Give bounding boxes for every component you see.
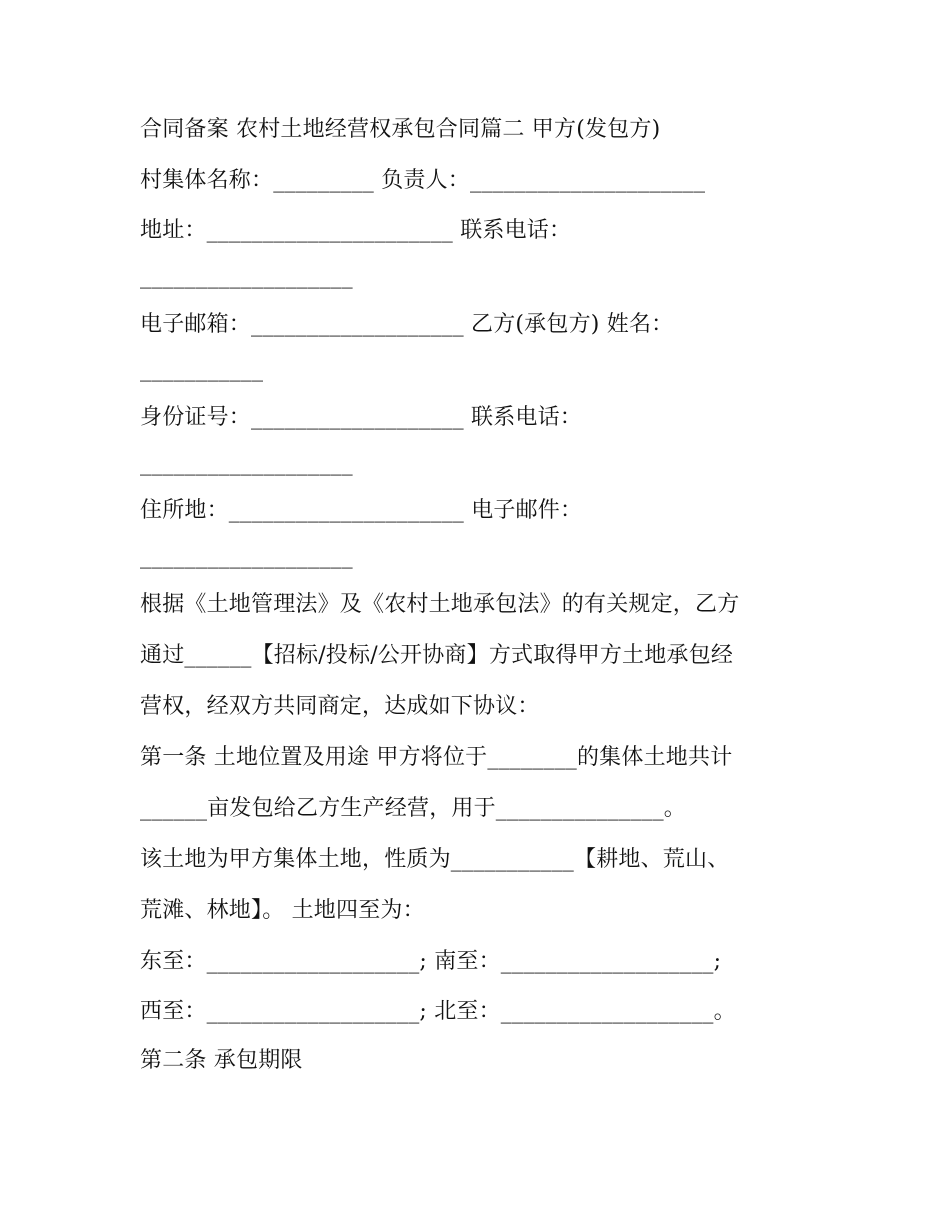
article-two-heading: 第二条 承包期限 xyxy=(140,1048,303,1073)
email-line: 电子邮箱：___________________ 乙方(承包方) 姓名： xyxy=(140,312,674,337)
id-number-line: 身份证号：___________________ 联系电话： xyxy=(140,405,582,430)
paragraph-line: 荒滩、林地】。 土地四至为： xyxy=(140,898,425,923)
boundary-line-west-north: 西至：___________________; 北至：___________________。 xyxy=(140,999,736,1024)
address-line: 地址：______________________ 联系电话： xyxy=(140,218,572,243)
paragraph-line: 该土地为甲方集体土地，性质为___________【耕地、荒山、 xyxy=(140,847,730,872)
title-line: 合同备案 农村土地经营权承包合同篇二 甲方(发包方) xyxy=(140,117,661,142)
paragraph-line: 营权，经双方共同商定，达成如下协议： xyxy=(140,694,540,719)
boundary-line-east-south: 东至：___________________; 南至：___________________; xyxy=(140,949,722,974)
paragraph-line: 通过______【招标/投标/公开协商】方式取得甲方土地承包经 xyxy=(140,643,734,668)
article-one-line: 第一条 土地位置及用途 甲方将位于________的集体土地共计 xyxy=(140,745,733,770)
village-name-line: 村集体名称：_________ 负责人：_____________________ xyxy=(140,168,706,193)
blank-line: ___________________ xyxy=(140,264,353,289)
residence-line: 住所地：_____________________ 电子邮件： xyxy=(140,498,583,523)
blank-line: ___________________ xyxy=(140,451,353,476)
blank-line: ___________ xyxy=(140,357,264,382)
paragraph-line: ______亩发包给乙方生产经营，用于_______________。 xyxy=(140,796,687,821)
blank-line: ___________________ xyxy=(140,544,353,569)
paragraph-line: 根据《土地管理法》及《农村土地承包法》的有关规定，乙方 xyxy=(140,592,740,617)
